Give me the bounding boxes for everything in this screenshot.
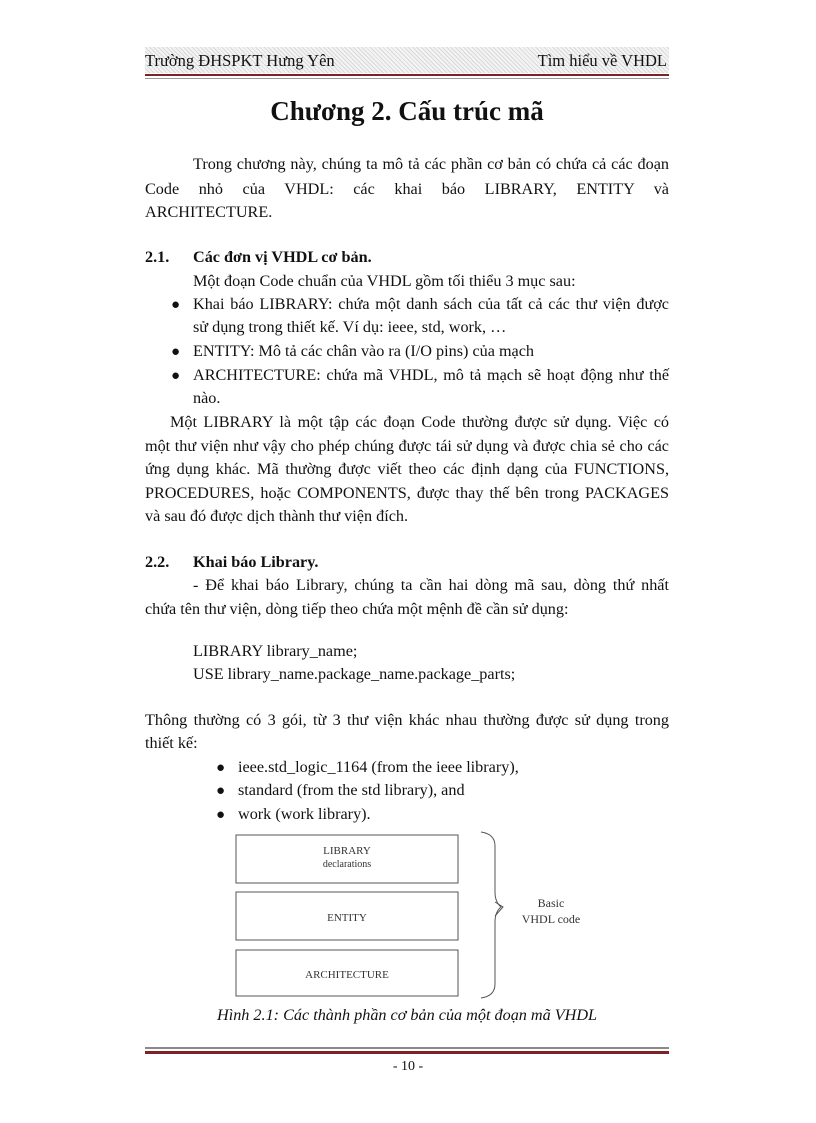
bullet-icon: ● [171, 297, 181, 313]
section-2-1-number: 2.1. [145, 248, 170, 266]
section-2-1-title: Các đơn vị VHDL cơ bản. [193, 248, 372, 266]
vhdl-structure-diagram [233, 830, 593, 1002]
page-number: - 10 - [392, 1059, 424, 1074]
header-right: Tìm hiểu về VHDL [537, 51, 667, 70]
para-line-4: PROCEDURES, hoặc COMPONENTS, được thay thế bên trong PACKAGES [145, 484, 669, 502]
para-line-2: một thư viện như vậy cho phép chúng được tái sử dụng và được chia sẻ cho các [145, 437, 669, 455]
bullet-icon: ● [216, 783, 226, 799]
header-rule [145, 74, 669, 76]
intro-line-3: ARCHITECTURE. [145, 203, 273, 221]
para-line-3: ứng dụng khác. Mã thường được viết theo các định dạng của FUNCTIONS, [145, 460, 669, 478]
section-2-2-title: Khai báo Library. [193, 553, 319, 571]
bullet-icon: ● [216, 807, 226, 823]
s2-para-line-2: chứa tên thư viện, dòng tiếp theo chứa một mệnh đề cần sử dụng: [145, 600, 569, 618]
library-box-label-1: LIBRARY [323, 845, 371, 857]
architecture-box-label: ARCHITECTURE [305, 969, 389, 981]
bullet-icon: ● [171, 368, 181, 384]
section-2-1-lead: Một đoạn Code chuẩn của VHDL gồm tối thiểu 3 mục sau: [193, 272, 576, 290]
bullet-icon: ● [216, 760, 226, 776]
bullet-icon: ● [171, 344, 181, 360]
package-item-standard: standard (from the std library), and [238, 781, 465, 799]
section-2-2-number: 2.2. [145, 553, 170, 571]
page-header [145, 47, 669, 73]
code-line-2: USE library_name.package_name.package_parts; [193, 665, 516, 683]
bullet-entity: ENTITY: Mô tả các chân vào ra (I/O pins) của mạch [193, 342, 535, 360]
bullet-architecture-2: nào. [193, 389, 221, 407]
para-line-5: và sau đó được dịch thành thư viện đích. [145, 507, 409, 525]
footer-rule [145, 1051, 669, 1054]
intro-line-1: Trong chương này, chúng ta mô tả các phần cơ bản có chứa cả các đoạn [193, 155, 669, 173]
package-item-work: work (work library). [238, 805, 371, 823]
vhdl-code-label: VHDL code [521, 912, 581, 926]
intro-line-2: Code nhỏ của VHDL: các khai báo LIBRARY, ENTITY và [145, 180, 669, 198]
figure-caption: Hình 2.1: Các thành phần cơ bản của một đoạn mã VHDL [217, 1006, 598, 1024]
s2-after-line-2: thiết kế: [145, 734, 198, 752]
header-left: Trường ĐHSPKT Hưng Yên [145, 51, 335, 70]
package-item-ieee: ieee.std_logic_1164 (from the ieee library), [238, 758, 519, 776]
bullet-architecture-1: ARCHITECTURE: chứa mã VHDL, mô tả mạch sẽ hoạt động như thế [193, 366, 669, 384]
s2-para-line-1: - Để khai báo Library, chúng ta cần hai dòng mã sau, dòng thứ nhất [193, 576, 669, 594]
footer-rule-thin [145, 1047, 669, 1049]
basic-label: Basic [537, 896, 565, 910]
code-line-1: LIBRARY library_name; [193, 642, 358, 660]
entity-box-label: ENTITY [327, 912, 367, 924]
library-box-label-2: declarations [322, 859, 372, 870]
header-rule-thin [145, 78, 669, 79]
grouping-brace [481, 832, 501, 998]
chapter-title: Chương 2. Cấu trúc mã [270, 96, 544, 126]
bullet-library-2: sử dụng trong thiết kế. Ví dụ: ieee, std, work, … [193, 318, 507, 336]
para-line-1: Một LIBRARY là một tập các đoạn Code thường được sử dụng. Việc có [170, 413, 669, 431]
s2-after-line-1: Thông thường có 3 gói, từ 3 thư viện khác nhau thường được sử dụng trong [145, 711, 669, 729]
bullet-library-1: Khai báo LIBRARY: chứa một danh sách của tất cả các thư viện được [193, 295, 669, 313]
